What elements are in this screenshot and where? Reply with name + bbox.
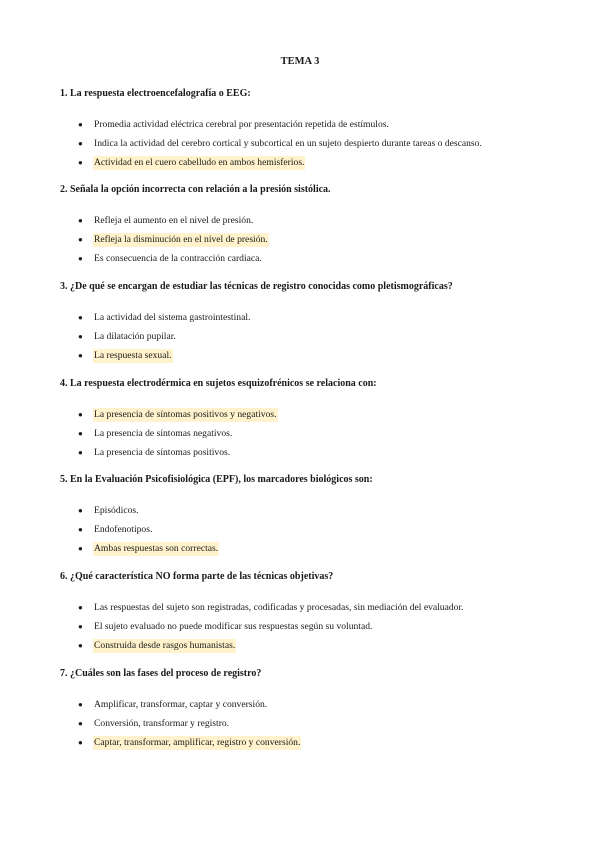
bullet-icon: ●: [78, 738, 83, 747]
question-1: 1. La respuesta electroencefalografía o EEG:: [60, 88, 251, 99]
bullet-icon: ●: [78, 120, 83, 129]
answer-text: Indica la actividad del cerebro cortical y subcortical en un sujeto despierto durante tareas o descanso.: [94, 138, 482, 149]
question-3: 3. ¿De qué se encargan de estudiar las técnicas de registro conocidas como pletismográficas?: [60, 281, 453, 292]
bullet-icon: ●: [78, 506, 83, 515]
answer-text: La presencia de síntomas negativos.: [94, 428, 233, 439]
page-title: TEMA 3: [280, 56, 320, 67]
answer-option: [78, 542, 568, 556]
answer-option: [78, 504, 568, 518]
bullet-icon: ●: [78, 139, 83, 148]
answer-option: [78, 639, 568, 653]
answer-option: [78, 620, 568, 634]
answer-option: [78, 736, 568, 750]
bullet-icon: ●: [78, 235, 83, 244]
question-5: 5. En la Evaluación Psicofisiológica (EPF), los marcadores biológicos son:: [60, 474, 373, 485]
answer-text-highlighted: Captar, transformar, amplificar, registro y conversión.: [94, 737, 301, 748]
answer-text: Refleja el aumento en el nivel de presión.: [94, 215, 254, 226]
bullet-icon: ●: [78, 410, 83, 419]
bullet-icon: ●: [78, 254, 83, 263]
answer-text-highlighted: La presencia de síntomas positivos y negativos.: [94, 409, 277, 420]
answer-text: El sujeto evaluado no puede modificar sus respuestas según su voluntad.: [94, 621, 373, 632]
bullet-icon: ●: [78, 429, 83, 438]
answer-option: [78, 427, 568, 441]
answer-text: Episódicos.: [94, 505, 139, 516]
answer-text-highlighted: Construida desde rasgos humanistas.: [94, 640, 236, 651]
answer-option: [78, 717, 568, 731]
answer-text: La actividad del sistema gastrointestinal.: [94, 312, 251, 323]
answer-text: Amplificar, transformar, captar y conversión.: [94, 699, 268, 710]
bullet-icon: ●: [78, 158, 83, 167]
answer-text: Promedia actividad eléctrica cerebral por presentación repetida de estímulos.: [94, 119, 389, 130]
answer-text-highlighted: Refleja la disminución en el nivel de presión.: [94, 234, 268, 245]
bullet-icon: ●: [78, 313, 83, 322]
bullet-icon: ●: [78, 216, 83, 225]
bullet-icon: ●: [78, 700, 83, 709]
answer-text: Es consecuencia de la contracción cardiaca.: [94, 253, 262, 264]
answer-text: Conversión, transformar y registro.: [94, 718, 230, 729]
question-6: 6. ¿Qué característica NO forma parte de las técnicas objetivas?: [60, 571, 334, 582]
answer-option: [78, 137, 568, 151]
bullet-icon: ●: [78, 525, 83, 534]
answer-option: [78, 349, 568, 363]
answer-text-highlighted: Ambas respuestas son correctas.: [94, 543, 219, 554]
answer-option: [78, 446, 568, 460]
question-7: 7. ¿Cuáles son las fases del proceso de registro?: [60, 668, 262, 679]
bullet-icon: ●: [78, 719, 83, 728]
answer-text: La dilatación pupilar.: [94, 331, 176, 342]
answer-option: [78, 214, 568, 228]
answer-text-highlighted: Actividad en el cuero cabelludo en ambos hemisferios.: [94, 157, 305, 168]
bullet-icon: ●: [78, 544, 83, 553]
question-2: 2. Señala la opción incorrecta con relación a la presión sistólica.: [60, 184, 331, 195]
answer-option: [78, 698, 568, 712]
bullet-icon: ●: [78, 448, 83, 457]
bullet-icon: ●: [78, 622, 83, 631]
answer-option: [78, 252, 568, 266]
answer-option: [78, 233, 568, 247]
answer-option: [78, 601, 568, 615]
answer-option: [78, 330, 568, 344]
answer-option: [78, 523, 568, 537]
bullet-icon: ●: [78, 351, 83, 360]
question-4: 4. La respuesta electrodérmica en sujetos esquizofrénicos se relaciona con:: [60, 378, 377, 389]
answer-option: [78, 156, 568, 170]
bullet-icon: ●: [78, 332, 83, 341]
bullet-icon: ●: [78, 641, 83, 650]
answer-text: La presencia de síntomas positivos.: [94, 447, 231, 458]
bullet-icon: ●: [78, 603, 83, 612]
answer-text: Las respuestas del sujeto son registradas, codificadas y procesadas, sin mediación del evaluador.: [94, 602, 464, 613]
answer-text-highlighted: La respuesta sexual.: [94, 350, 172, 361]
answer-option: [78, 311, 568, 325]
answer-text: Endofenotipos.: [94, 524, 153, 535]
answer-option: [78, 408, 568, 422]
answer-option: [78, 118, 568, 132]
